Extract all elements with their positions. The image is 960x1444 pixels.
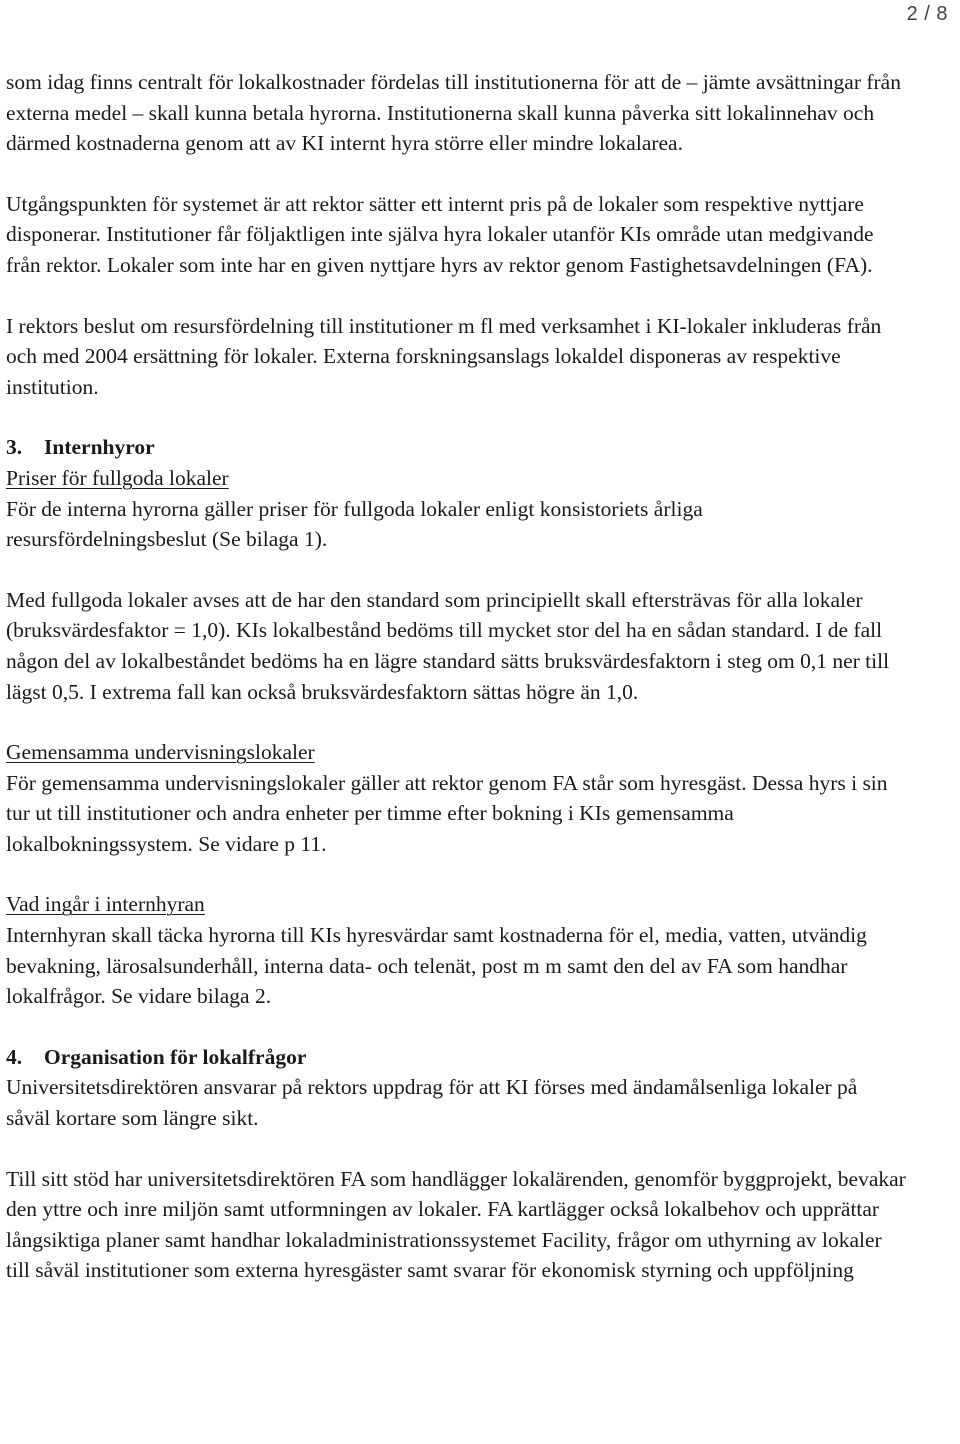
- section-internhyror: [6, 432, 906, 554]
- paragraph-utgangspunkten: Utgångspunkten för systemet är att rektor sätter ett internt pris på de lokaler som respektive nyttjare disponerar. Institutioner får följaktligen inte själva hyra lokaler utanför KIs område utan medgivande från rektor. Lokaler som inte har en given nyttjare hyrs av rektor genom Fastighetsavdelningen (FA).: [6, 191, 874, 277]
- page-number: 2 / 8: [906, 3, 948, 25]
- subheading-priser: Priser för fullgoda lokaler: [6, 465, 229, 490]
- subheading-vad-ingar: Vad ingår i internhyran: [6, 892, 205, 917]
- subheading-gemensamma: Gemensamma undervisningslokaler: [6, 740, 315, 765]
- block-vad-ingar: [6, 889, 906, 1011]
- paragraph-till-sitt-stod: Till sitt stöd har universitetsdirektören FA som handlägger lokalärenden, genomför byggprojekt, bevakar den yttre och inre miljön samt utformningen av lokaler. FA kartlägger också lokalbehov och upprättar långsiktiga planer samt handhar lokaladministrationssystemet Facility, frågor om uthyrning av lokaler till såväl institutioner som externa hyresgäster samt svarar för ekonomisk styrning och uppföljning: [6, 1166, 906, 1283]
- paragraph-fullgoda-lokaler: Med fullgoda lokaler avses att de har den standard som principiellt skall eftersträvas för alla lokaler (bruksvärdesfaktor = 1,0). KIs lokalbestånd bedöms till mycket stor del ha en sådan standard. I de fall någon del av lokalbeståndet bedöms ha en lägre standard sätts bruksvärdesfaktorn i steg om 0,1 ner till lägst 0,5. I extrema fall kan också bruksvärdesfaktorn sättas högre än 1,0.: [6, 587, 890, 704]
- section-title: Organisation för lokalfrågor: [44, 1044, 307, 1069]
- paragraph-vad-ingar: Internhyran skall täcka hyrorna till KIs hyresvärdar samt kostnaderna för el, media, vatten, utvändig bevakning, lärosalsunderhåll, interna data- och telenät, post m m samt den del av FA som handhar lokalfrågor. Se vidare bilaga 2.: [6, 923, 867, 1009]
- paragraph-gemensamma: För gemensamma undervisningslokaler gäller att rektor genom FA står som hyresgäst. Dessa hyrs i sin tur ut till institutioner och andra enheter per timme efter bokning i KIs gemensamma lokalbokningssystem. Se vidare p 11.: [6, 770, 888, 856]
- section-title: Internhyror: [44, 435, 155, 460]
- document-body: [6, 67, 906, 1286]
- paragraph-lokalkostnader: som idag finns centralt för lokalkostnader fördelas till institutionerna för att de – jämte avsättningar från externa medel – skall kunna betala hyrorna. Institutionerna skall kunna påverka sitt lokalinnehav och därmed kostnaderna genom att av KI internt hyra större eller mindre lokalarea.: [6, 70, 901, 156]
- paragraph-priser: För de interna hyrorna gäller priser för fullgoda lokaler enligt konsistoriets årliga resursfördelningsbeslut (Se bilaga 1).: [6, 496, 703, 552]
- block-gemensamma-undervisningslokaler: [6, 737, 906, 859]
- paragraph-universitetsdirektoren: Universitetsdirektören ansvarar på rektors uppdrag för att KI förses med ändamålsenliga lokaler på såväl kortare som längre sikt.: [6, 1075, 858, 1131]
- paragraph-rektors-beslut: I rektors beslut om resursfördelning till institutioner m fl med verksamhet i KI-lokaler inkluderas från och med 2004 ersättning för lokaler. Externa forskningsanslags lokaldel disponeras av respektive institution.: [6, 313, 882, 399]
- section-heading-4: [6, 1042, 906, 1073]
- section-organisation: [6, 1042, 906, 1134]
- section-heading-3: [6, 432, 906, 463]
- section-number: 3.: [6, 435, 23, 460]
- section-number: 4.: [6, 1044, 23, 1069]
